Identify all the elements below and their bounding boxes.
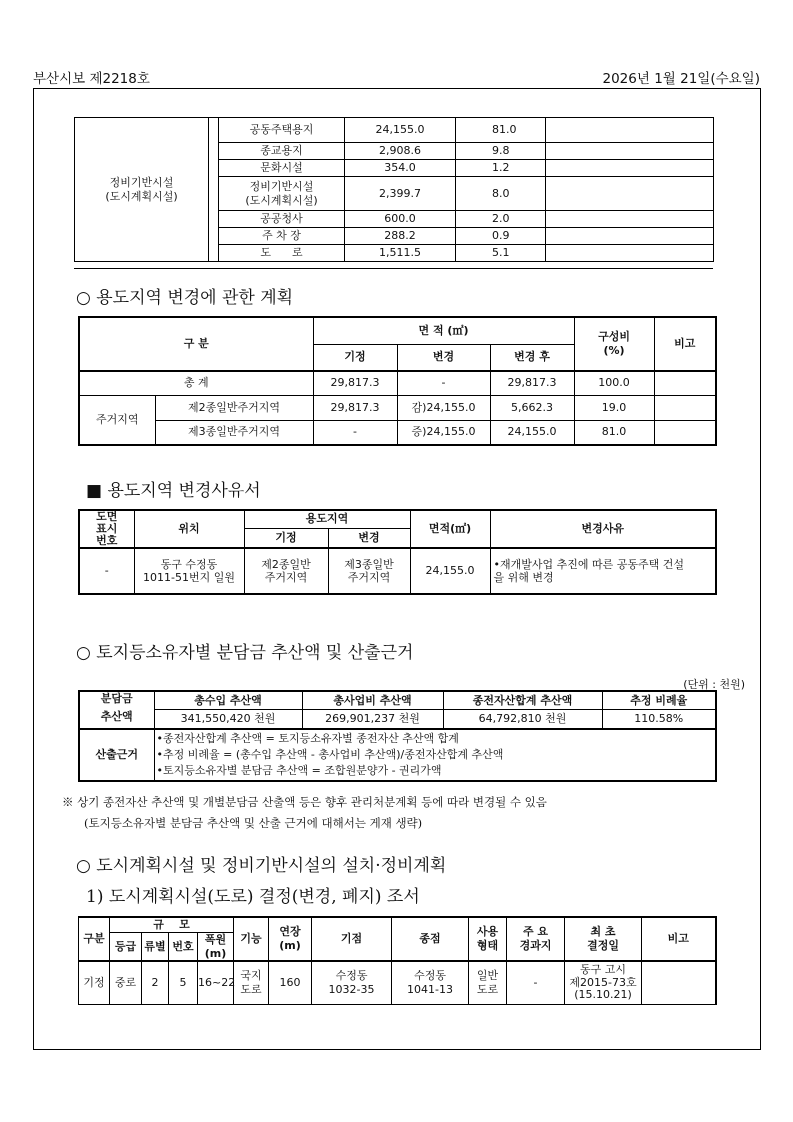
header-function: 기능 bbox=[234, 917, 269, 961]
header-number: 번호 bbox=[169, 932, 198, 961]
infra-ratio: 5.1 bbox=[456, 245, 546, 262]
total-after: 29,817.3 bbox=[490, 371, 574, 395]
infra-ratio: 9.8 bbox=[456, 143, 546, 160]
infra-ratio: 0.9 bbox=[456, 228, 546, 245]
header-after: 변경 후 bbox=[490, 344, 574, 371]
row-existing: 제2종일반 주거지역 bbox=[244, 548, 328, 594]
value-prior-assets: 64,792,810 천원 bbox=[443, 709, 602, 728]
section4-title: ○ 도시계획시설 및 정비기반시설의 설치·정비계획 bbox=[76, 856, 447, 876]
row-reason: •재개발사업 추진에 따른 공동주택 건설 을 위해 변경 bbox=[490, 548, 716, 594]
row-first-decision: 동구 고시 제2015-73호 (15.10.21) bbox=[565, 961, 642, 1004]
header-existing: 기정 bbox=[244, 528, 328, 548]
publication-title: 부산시보 제2218호 bbox=[33, 71, 150, 87]
infra-area: 354.0 bbox=[345, 160, 456, 177]
header-total-income: 총수입 추산액 bbox=[154, 691, 302, 709]
total-change: - bbox=[397, 371, 490, 395]
header-prior-assets: 종전자산합계 추산액 bbox=[443, 691, 602, 709]
road-table bbox=[78, 916, 717, 1005]
row-map-no: - bbox=[79, 548, 134, 594]
row-end: 수정동 1041-13 bbox=[392, 961, 469, 1004]
infra-name: 종교용지 bbox=[219, 143, 345, 160]
row-remarks bbox=[642, 961, 716, 1004]
zone-ratio: 81.0 bbox=[574, 420, 654, 445]
header-via: 주 요 경과지 bbox=[507, 917, 565, 961]
header-usage: 사용 형태 bbox=[469, 917, 507, 961]
table-continue-line bbox=[78, 1004, 715, 1005]
row-category: 기정 bbox=[79, 961, 110, 1004]
infra-name: 문화시설 bbox=[219, 160, 345, 177]
header-reason: 변경사유 bbox=[490, 510, 716, 548]
zone-name: 제2종일반주거지역 bbox=[155, 395, 313, 420]
header-map-no: 도면 표시 번호 bbox=[79, 510, 134, 548]
header-remarks: 비고 bbox=[654, 317, 716, 371]
header-change: 변경 bbox=[397, 344, 490, 371]
basis-text bbox=[154, 729, 716, 781]
value-ratio: 110.58% bbox=[602, 709, 716, 728]
infra-area: 600.0 bbox=[345, 211, 456, 228]
header-area-group: 면 적 (㎡) bbox=[313, 317, 574, 344]
infra-area: 24,155.0 bbox=[345, 118, 456, 143]
value-total-cost: 269,901,237 천원 bbox=[302, 709, 443, 728]
row-area: 24,155.0 bbox=[410, 548, 490, 594]
infra-name: 공공청사 bbox=[219, 211, 345, 228]
infra-name: 정비기반시설 (도시계획시설) bbox=[219, 177, 345, 211]
row-start: 수정동 1032-35 bbox=[312, 961, 392, 1004]
infra-ratio: 2.0 bbox=[456, 211, 546, 228]
header-length: 연장 (m) bbox=[269, 917, 312, 961]
basis-line: •종전자산합계 추산액 = 토지등소유자별 종전자산 추산액 합계 bbox=[156, 732, 459, 746]
row-via: - bbox=[507, 961, 565, 1004]
header-location: 위치 bbox=[134, 510, 244, 548]
zone-change-table bbox=[78, 316, 717, 446]
infra-group-label: 정비기반시설 (도시계획시설) bbox=[75, 118, 209, 262]
row-change: 제3종일반 주거지역 bbox=[328, 548, 410, 594]
header-total-cost: 총사업비 추산액 bbox=[302, 691, 443, 709]
header-ratio: 구성비 (%) bbox=[574, 317, 654, 371]
note-1: ※ 상기 종전자산 추산액 및 개별분담금 산출액 등은 향후 관리처분계획 등에 따라 변경될 수 있음 bbox=[62, 795, 547, 809]
row-length: 160 bbox=[269, 961, 312, 1004]
header-zone-group: 용도지역 bbox=[244, 510, 410, 528]
zone-change: 감)24,155.0 bbox=[397, 395, 490, 420]
header-category: 구 분 bbox=[79, 317, 313, 371]
contribution-label: 분담금 추산액 bbox=[79, 691, 154, 729]
infra-ratio: 8.0 bbox=[456, 177, 546, 211]
zone-ratio: 19.0 bbox=[574, 395, 654, 420]
infra-table bbox=[74, 117, 714, 262]
infra-name: 도 로 bbox=[219, 245, 345, 262]
header-remarks: 비고 bbox=[642, 917, 716, 961]
zone-after: 24,155.0 bbox=[490, 420, 574, 445]
contribution-table bbox=[78, 690, 717, 782]
infra-ratio: 1.2 bbox=[456, 160, 546, 177]
row-type: 2 bbox=[142, 961, 169, 1004]
row-width: 16~22 bbox=[198, 961, 234, 1004]
note-2: (토지등소유자별 분담금 추산액 및 산출 근거에 대해서는 게재 생략) bbox=[84, 816, 423, 830]
infra-area: 2,399.7 bbox=[345, 177, 456, 211]
zone-change: 증)24,155.0 bbox=[397, 420, 490, 445]
zone-reason-table bbox=[78, 509, 717, 595]
header-first-decision: 최 초 결정일 bbox=[565, 917, 642, 961]
section1-title: ○ 용도지역 변경에 관한 계획 bbox=[76, 288, 294, 308]
total-label: 총 계 bbox=[79, 371, 313, 395]
basis-line: •추정 비례율 = (총수입 추산액 - 총사업비 추산액)/종전자산합계 추산액 bbox=[156, 747, 504, 761]
basis-line: •토지등소유자별 분담금 추산액 = 조합원분양가 - 권리가액 bbox=[156, 763, 442, 777]
infra-name: 주 차 장 bbox=[219, 228, 345, 245]
section2-title: ■ 용도지역 변경사유서 bbox=[86, 481, 261, 501]
header-type: 류별 bbox=[142, 932, 169, 961]
row-number: 5 bbox=[169, 961, 198, 1004]
row-location: 동구 수정동 1011-51번지 일원 bbox=[134, 548, 244, 594]
row-function: 국지 도로 bbox=[234, 961, 269, 1004]
header-grade: 등급 bbox=[110, 932, 142, 961]
zone-existing: - bbox=[313, 420, 397, 445]
total-ratio: 100.0 bbox=[574, 371, 654, 395]
zone-name: 제3종일반주거지역 bbox=[155, 420, 313, 445]
infra-ratio: 81.0 bbox=[456, 118, 546, 143]
infra-area: 2,908.6 bbox=[345, 143, 456, 160]
header-change: 변경 bbox=[328, 528, 410, 548]
unit-label: (단위 : 천원) bbox=[683, 678, 745, 691]
value-total-income: 341,550,420 천원 bbox=[154, 709, 302, 728]
zone-existing: 29,817.3 bbox=[313, 395, 397, 420]
header-start: 기점 bbox=[312, 917, 392, 961]
header-category: 구분 bbox=[79, 917, 110, 961]
zone-after: 5,662.3 bbox=[490, 395, 574, 420]
infra-area: 1,511.5 bbox=[345, 245, 456, 262]
residential-label: 주거지역 bbox=[79, 395, 155, 445]
row-usage: 일반 도로 bbox=[469, 961, 507, 1004]
basis-label: 산출근거 bbox=[79, 729, 154, 781]
header-area: 면적(㎡) bbox=[410, 510, 490, 548]
header-scale: 규 모 bbox=[110, 917, 234, 932]
section3-title: ○ 토지등소유자별 분담금 추산액 및 산출근거 bbox=[76, 643, 414, 663]
header-width: 폭원 (m) bbox=[198, 932, 234, 961]
header-existing: 기정 bbox=[313, 344, 397, 371]
row-grade: 중로 bbox=[110, 961, 142, 1004]
publication-date: 2026년 1월 21일(수요일) bbox=[602, 71, 760, 87]
total-existing: 29,817.3 bbox=[313, 371, 397, 395]
infra-area: 288.2 bbox=[345, 228, 456, 245]
infra-name: 공동주택용지 bbox=[219, 118, 345, 143]
header-end: 종점 bbox=[392, 917, 469, 961]
section4-subtitle: 1) 도시계획시설(도로) 결정(변경, 폐지) 조서 bbox=[86, 887, 420, 907]
header-ratio: 추정 비례율 bbox=[602, 691, 716, 709]
